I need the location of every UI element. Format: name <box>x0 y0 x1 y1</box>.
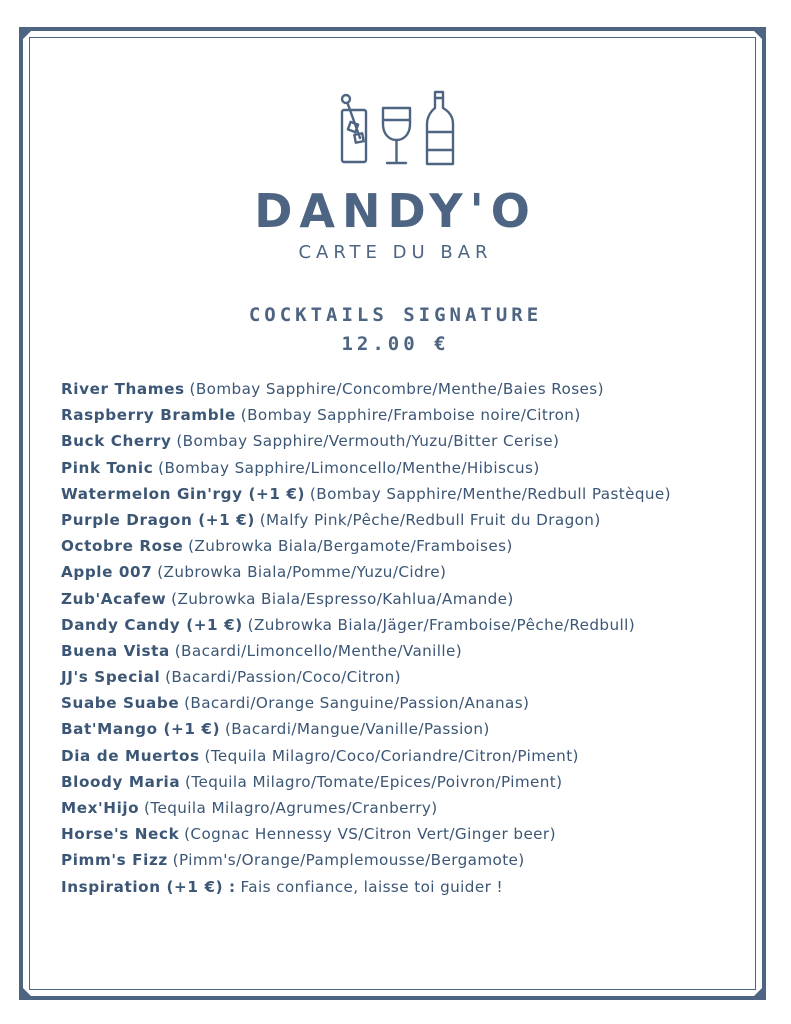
list-item <box>61 559 751 585</box>
cocktail-ingredients: (Bombay Sapphire/Framboise noire/Citron) <box>240 406 581 425</box>
bar-logo-icon <box>332 88 460 170</box>
section-price: 12.00 € <box>341 333 450 355</box>
brand-subtitle: CARTE DU BAR <box>298 242 493 263</box>
cocktail-name: Dandy Candy (+1 €) <box>61 615 243 634</box>
cocktail-ingredients: (Zubrowka Biala/Espresso/Kahlua/Amande) <box>171 589 514 608</box>
cocktail-name: Zub'Acafew <box>61 589 167 608</box>
bottle-icon <box>427 92 453 164</box>
list-item <box>61 402 751 428</box>
list-item <box>61 795 751 821</box>
section-title: COCKTAILS SIGNATURE <box>248 304 543 326</box>
list-item <box>61 428 751 454</box>
cocktail-name: Buena Vista <box>61 641 170 660</box>
cocktail-ingredients: (Bombay Sapphire/Concombre/Menthe/Baies Roses) <box>189 380 604 398</box>
cocktail-ingredients: (Bacardi/Orange Sanguine/Passion/Ananas) <box>184 694 530 713</box>
list-item <box>61 847 751 873</box>
cocktail-name: Bloody Maria <box>61 772 181 791</box>
list-item <box>61 507 751 533</box>
cocktail-name: Raspberry Bramble <box>61 406 236 425</box>
cocktail-name: Apple 007 <box>61 563 153 582</box>
list-item <box>61 638 751 664</box>
cocktail-name: Pimm's Fizz <box>61 851 168 870</box>
cocktail-ingredients: (Bombay Sapphire/Menthe/Redbull Pastèque) <box>309 484 671 503</box>
cocktail-name: Inspiration (+1 €) : <box>61 877 236 896</box>
wine-glass-icon <box>383 108 410 163</box>
list-item <box>61 743 751 769</box>
list-item <box>61 716 751 742</box>
cocktail-ingredients: (Zubrowka Biala/Jäger/Framboise/Pêche/Redbull) <box>247 615 636 634</box>
cocktail-ingredients: Fais confiance, laisse toi guider ! <box>240 877 503 896</box>
list-item <box>61 533 751 559</box>
list-item <box>61 455 751 481</box>
cocktail-ingredients: (Tequila Milagro/Coco/Coriandre/Citron/Piment) <box>204 746 579 765</box>
cocktail-name: Dia de Muertos <box>61 746 200 765</box>
cocktail-ingredients: (Bacardi/Mangue/Vanille/Passion) <box>224 720 490 739</box>
cocktail-ingredients: (Bombay Sapphire/Vermouth/Yuzu/Bitter Cerise) <box>176 432 560 451</box>
cocktail-name: Watermelon Gin'rgy (+1 €) <box>61 484 306 503</box>
list-item <box>61 586 751 612</box>
list-item <box>61 612 751 638</box>
list-item <box>61 690 751 716</box>
cocktail-ingredients: (Bacardi/Limoncello/Menthe/Vanille) <box>174 641 463 660</box>
cocktail-ingredients: (Malfy Pink/Pêche/Redbull Fruit du Dragon) <box>259 510 601 529</box>
cocktail-name: Purple Dragon (+1 €) <box>61 510 255 529</box>
list-item <box>61 874 751 900</box>
cocktail-name: Mex'Hijo <box>61 799 140 817</box>
cocktail-ingredients: (Tequila Milagro/Agrumes/Cranberry) <box>144 799 438 817</box>
cocktail-glass-icon <box>342 95 366 162</box>
cocktail-name: Horse's Neck <box>61 825 180 844</box>
cocktail-ingredients: (Bombay Sapphire/Limoncello/Menthe/Hibiscus) <box>158 458 540 477</box>
brand-name: DANDY'O <box>254 184 537 238</box>
cocktail-name: River Thames <box>61 380 185 398</box>
list-item <box>61 769 751 795</box>
cocktail-name: Suabe Suabe <box>61 694 180 713</box>
cocktail-ingredients: (Bacardi/Passion/Coco/Citron) <box>165 668 402 687</box>
cocktail-name: Octobre Rose <box>61 537 184 556</box>
list-item <box>61 376 751 402</box>
list-item <box>61 821 751 847</box>
list-item <box>61 481 751 507</box>
cocktail-name: Pink Tonic <box>61 458 154 477</box>
cocktail-name: Bat'Mango (+1 €) <box>61 720 221 739</box>
cocktail-ingredients: (Tequila Milagro/Tomate/Epices/Poivron/Piment) <box>185 772 563 791</box>
list-item <box>61 664 751 690</box>
cocktail-ingredients: (Zubrowka Biala/Pomme/Yuzu/Cidre) <box>157 563 447 582</box>
cocktail-list <box>61 376 751 900</box>
cocktail-name: Buck Cherry <box>61 432 172 451</box>
cocktail-ingredients: (Zubrowka Biala/Bergamote/Framboises) <box>188 537 513 556</box>
cocktail-ingredients: (Pimm's/Orange/Pamplemousse/Bergamote) <box>172 851 525 870</box>
cocktail-ingredients: (Cognac Hennessy VS/Citron Vert/Ginger beer) <box>184 825 556 844</box>
cocktail-name: JJ's Special <box>61 668 161 687</box>
